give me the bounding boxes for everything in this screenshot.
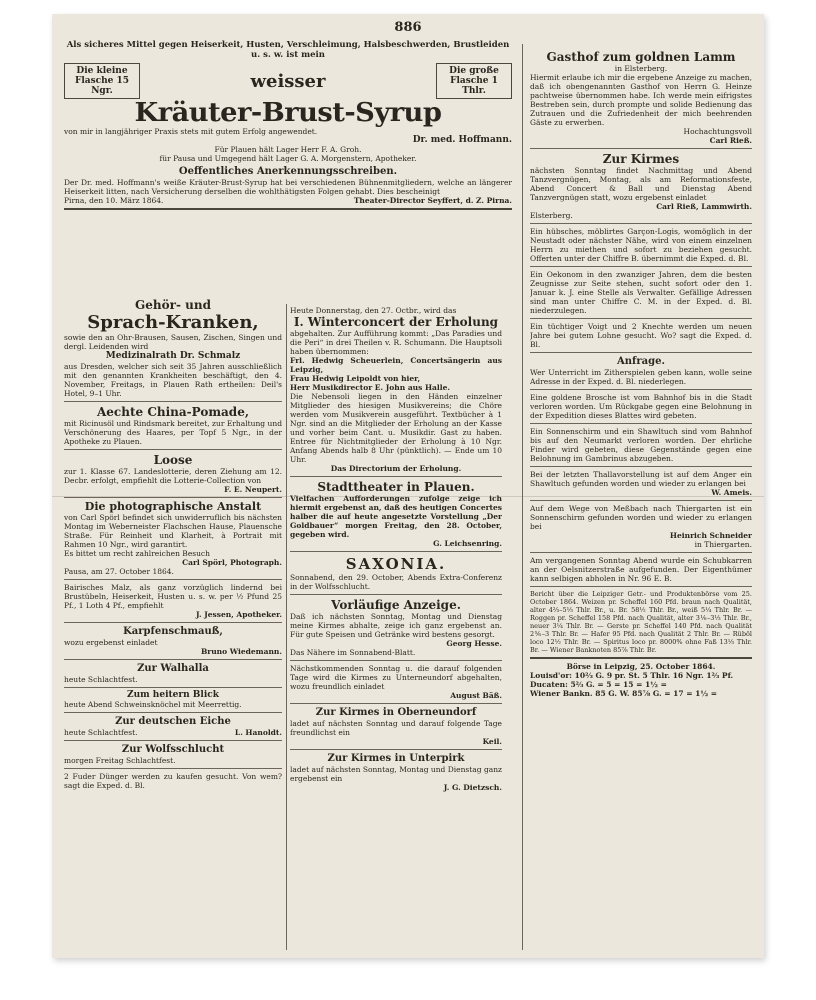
photo-date: Pausa, am 27. October 1864. (64, 567, 174, 576)
divider (530, 266, 752, 267)
concert-sign: Das Directorium der Erholung. (330, 464, 462, 473)
divider (64, 768, 282, 769)
carp-name: Bruno Wiedemann. (200, 647, 282, 656)
wolfsschlucht-body: morgen Freitag Schlachtfest. (64, 756, 176, 765)
thiergarten-place: in Thiergarten. (694, 540, 752, 549)
concert-soloist-2: Frau Hedwig Leipoldt von hier, (290, 374, 421, 383)
divider (530, 352, 752, 353)
concert-intro: Heute Donnerstag, den 27. Octbr., wird das (290, 306, 457, 315)
kirmes-place: Elsterberg. (530, 211, 573, 220)
hearing-body2: aus Dresden, welcher sich seit 35 Jahren ausschließlich mit den genannten Krankheiten beschäftigt, den 4. November, Freitags, in Plauen Rath ertheilen: Deil's Hotel, 9–1 Uhr. (64, 362, 282, 398)
theatre-body: Vielfachen Aufforderungen zufolge zeige ich hiermit ergebenst an, daß des heutigen Concertes halber die auf heute angesetzte Vorstellung „Der Goldbauer“ morgen Freitag, den 28. October, gegeben wird. (290, 494, 502, 539)
unterpirk-name: J. G. Dietzsch. (443, 783, 502, 792)
boerse-line-1: Louisd'or: 10⅔ G. 9 pr. St. 5 Thlr. 16 Ngr. 1⅔ Pf. (530, 671, 734, 680)
divider (530, 423, 752, 424)
blick-body: heute Abend Schweinsknöchel mit Meerrettig. (64, 700, 242, 709)
syrup-advertisement (64, 40, 512, 213)
kirmes-name: Carl Rieß, Lammwirth. (656, 202, 752, 211)
large-bottle-price: Die große Flasche 1 Thlr. (436, 63, 512, 99)
photo-name: Carl Spörl, Photograph. (182, 558, 282, 567)
divider (64, 659, 282, 660)
carp-body: wozu ergebenst einladet (64, 638, 158, 647)
preliminary-more: Das Nähere im Sonnabend-Blatt. (290, 648, 416, 657)
testimonial-body: Der Dr. med. Hoffmann's weiße Kräuter-Brust-Syrup hat bei verschiedenen Bühnenmitgliedern, welche an längerer Heiserkeit litten, nach Versicherung derselben die wohlthätigsten Folgen gehabt. Dies bescheinigt (64, 178, 512, 196)
pomade-body: mit Ricinusöl und Rindsmark bereitet, zur Erhaltung und Verschönerung des Haares, per Topf 5 Ngr., in der Apotheke zu Plauen. (64, 419, 282, 446)
unterneundorf-body: Nächstkommenden Sonntag u. die darauf folgenden Tage wird die Kirmes zu Unterneundorf abgehalten, wozu freundlich einladet (290, 664, 502, 691)
concert-soloist-1: Frl. Hedwig Scheuerlein, Concertsängerin aus Leipzig, (290, 356, 502, 374)
malt-name: J. Jessen, Apotheker. (196, 610, 282, 619)
lottery-heading: Loose (153, 453, 193, 467)
small-bottle-price: Die kleine Flasche 15 Ngr. (64, 63, 140, 99)
column-rule (522, 44, 523, 950)
hearing-heading: Gehör- und (135, 298, 211, 312)
column-left (64, 298, 282, 948)
divider (530, 466, 752, 467)
divider (64, 401, 282, 402)
divider (64, 740, 282, 741)
carp-heading: Karpfenschmauß, (123, 626, 223, 637)
column-rule (286, 304, 287, 950)
syrup-depot-plauen: Für Plauen hält Lager Herr F. A. Groh. (214, 145, 362, 154)
oberneundorf-name: Keil. (482, 737, 502, 746)
oekonom-body: Ein Oekonom in den zwanziger Jahren, dem die besten Zeugnisse zur Seite stehen, sucht sofort oder den 1. Januar k. J. eine Stelle als Verwalter. Gefällige Adressen sind man unter Chiffre C. M. in der Exped. d. Bl. niederzulegen. (530, 270, 752, 315)
photo-body: von Carl Spörl befindet sich unwiderruflich bis nächsten Montag im Weberneister Flachschen Hause, Plauensche Straße. Für Reinheit und Klarheit, à Portrait mit Rahmen 10 Ngr., wird garantirt. (64, 513, 282, 549)
hearing-doctor: Medizinalrath Dr. Schmalz (105, 351, 241, 361)
testimonial-place-date: Pirna, den 10. März 1864. (64, 196, 164, 205)
syrup-tagline: von mir in langjähriger Praxis stets mit gutem Erfolg angewendet. (64, 127, 318, 136)
saxonia-body: Sonnabend, den 29. October, Abends Extra-Conferenz in der Wolfsschlucht. (290, 573, 502, 591)
syrup-intro: Als sicheres Mittel gegen Heiserkeit, Husten, Verschleimung, Halsbeschwerden, Brustleiden u. s. w. ist mein (66, 40, 510, 60)
lottery-body: zur 1. Klasse 67. Landeslotterie, deren Ziehung am 12. Decbr. erfolgt, empfiehlt die Lotterie-Collection von (64, 467, 282, 485)
pomade-heading: Aechte China-Pomade, (96, 405, 250, 419)
divider (530, 223, 752, 224)
divider (64, 622, 282, 623)
divider (530, 500, 752, 501)
divider (64, 208, 512, 210)
manure-body: 2 Fuder Dünger werden zu kaufen gesucht. Von wem? sagt die Exped. d. Bl. (64, 772, 282, 790)
divider (290, 476, 502, 477)
photo-ask: Es bittet um recht zahlreichen Besuch (64, 549, 210, 558)
hearing-heading-big: Sprach-Kranken, (87, 312, 259, 333)
lamm-sub: in Elsterberg. (614, 64, 668, 73)
eiche-heading: Zur deutschen Eiche (115, 716, 231, 727)
concert-body: abgehalten. Zur Aufführung kommt: „Das Paradies und die Peri“ in drei Theilen v. R. Schumann. Die Hauptsoli haben übernommen: (290, 329, 502, 356)
divider (530, 552, 752, 553)
eiche-row (64, 728, 282, 737)
brosche-body: Eine goldene Brosche ist vom Bahnhof bis in die Stadt verloren worden. Um Rückgabe gegen eine Belohnung in der Expedition dieses Blattes wird gebeten. (530, 393, 752, 420)
boerse-heading: Börse in Leipzig, 25. October 1864. (566, 662, 716, 671)
thiergarten-name: Heinrich Schneider (669, 531, 752, 540)
divider (290, 703, 502, 704)
blick-heading: Zum heitern Blick (127, 690, 219, 700)
concert-soloist-3: Herr Musikdirector E. John aus Halle. (290, 383, 450, 392)
divider (290, 594, 502, 595)
boerse-line-3: Wiener Bankn. 85 G. W. 85⅞ G. = 17 = 1½ = (530, 689, 718, 698)
divider (530, 389, 752, 390)
lamm-sig1: Hochachtungsvoll (683, 127, 752, 136)
walhalla-body: heute Schlachtfest. (64, 675, 138, 684)
concert-body2: Die Nebensoli liegen in den Händen einzelner Mitglieder des hiesigen Musikvereins; die Chöre werden vom Musikverein ausgeführt. Textbücher à 1 Ngr. sind an die Mitglieder der Erholung an der Kasse und vorher beim Cant. u. Musikdir. Gast zu haben. Entree für Nichtmitglieder der Erholung à 10 Ngr. Anfang Abends halb 8 Uhr (pünktlich). — Ende um 10 Uhr. (290, 392, 502, 464)
syrup-title-row (64, 63, 512, 99)
column-right (530, 50, 752, 950)
eiche-name: L. Hanoldt. (234, 728, 282, 737)
divider (290, 749, 502, 750)
theatre-heading: Stadttheater in Plauen. (317, 480, 475, 494)
divider (530, 586, 752, 587)
shawltuch-body: Bei der letzten Thallavorstellung ist auf dem Anger ein Shawltuch gefunden worden und wieder zu erlangen bei (530, 470, 752, 488)
syrup-title: Kräuter-Brust-Syrup (134, 98, 442, 128)
lamm-body: Hiermit erlaube ich mir die ergebene Anzeige zu machen, daß ich obengenannten Gasthof von Herrn G. Heinze pachtweise übernommen habe. Ich werde mein eifrigstes Bestreben sein, durch prompte und solide Bedienung das Zutrauen und die Zufriedenheit der mich beehrenden Gäste zu erwerben. (530, 73, 752, 127)
divider (290, 551, 502, 552)
lamm-sig2: Carl Rieß. (709, 136, 752, 145)
kirmes-heading: Zur Kirmes (602, 152, 680, 166)
testimonial-signer: Theater-Director Seyffert, d. Z. Pirna. (353, 196, 512, 205)
saxonia-heading: SAXONIA. (345, 555, 447, 573)
shawltuch-name: W. Ameis. (711, 488, 752, 497)
kirmes-body: nächsten Sonntag findet Nachmittag und Abend Tanzvergnügen, Montag, als am Reformationsfeste, Abend Concert & Ball und Dienstag Abend Tanzvergnügen statt, wozu ergebenst einladet (530, 166, 752, 202)
wolfsschlucht-heading: Zur Wolfsschlucht (121, 744, 225, 755)
photo-heading: Die photographische Anstalt (84, 500, 262, 513)
divider (530, 318, 752, 319)
hearing-body: sowie den an Ohr-Brausen, Sausen, Zischen, Singen und dergl. Leidenden wird (64, 333, 282, 351)
boerse-report: Bericht über die Leipziger Getr.- und Produktenbörse vom 25. October 1864. Weizen pr. Scheffel 160 Pfd. braun nach Qualität, alter 4⅔–5⅓ Thlr. Br., u. Br. 58½ Thlr. Br., weiß 5¼ Thlr. Br. — Roggen pr. Scheffel 158 Pfd. nach Qualität, alter 3⅙–3⅓ Thlr. Br., neuer 3¼ Thlr. Br. — Gerste pr. Scheffel 140 Pfd. nach Qualität 2⅚–3 Thlr. Br. — Hafer 95 Pfd. nach Qualität 2 Thlr. Br. — Rüböl loco 12½ Thlr. Br. — Spiritus loco pr. 8000% ohne Faß 13⅓ Thlr. Br. — Wiener Banknoten 85⅞ Thlr. Br. (530, 590, 752, 654)
lamm-heading: Gasthof zum goldnen Lamm (546, 50, 736, 64)
preliminary-body: Daß ich nächsten Sonntag, Montag und Dienstag meine Kirmes abhalte, zeige ich ganz ergebenst an. Für gute Speisen und Getränke wird bestens gesorgt. (290, 612, 502, 639)
syrup-title-small: weisser (250, 70, 326, 92)
theatre-sign: G. Leichsenring. (433, 539, 502, 548)
sonnenschirm-body: Ein Sonnenschirm und ein Shawltuch sind vom Bahnhof bis auf den Neumarkt verloren worden. Der ehrliche Finder wird gebeten, diese Gegenstände gegen eine Belohnung im Gambrinus abzugeben. (530, 427, 752, 463)
divider (530, 657, 752, 659)
boerse-line-2: Ducaten: 5⅔ G. = 5 = 15 = 1½ = (530, 680, 667, 689)
schubkarren-body: Am vergangenen Sonntag Abend wurde ein Schubkarren an der Oelsnitzerstraße aufgefunden. Der Eigenthümer kann selbigen abholen in Nr. 96 E. B. (530, 556, 752, 583)
unterpirk-heading: Zur Kirmes in Unterpirk (327, 753, 465, 764)
unterneundorf-name: August Bäß. (450, 691, 502, 700)
syrup-doctor: Dr. med. Hoffmann. (412, 135, 512, 145)
newspaper-page (52, 14, 764, 958)
eiche-body: heute Schlachtfest. (64, 728, 138, 737)
testimonial-footer (64, 196, 512, 205)
anfrage-heading: Anfrage. (617, 356, 665, 367)
page-number: 886 (394, 20, 422, 35)
thiergarten-body: Auf dem Wege von Meßbach nach Thiergarten ist ein Sonnenschirm gefunden worden und wieder zu erlangen bei (530, 504, 752, 531)
column-middle (290, 306, 502, 946)
oberneundorf-heading: Zur Kirmes in Oberneundorf (315, 707, 477, 718)
voigt-body: Ein tüchtiger Voigt und 2 Knechte werden um neuen Jahre bei gutem Lohne gesucht. Wo? sagt die Exped. d. Bl. (530, 322, 752, 349)
preliminary-name: Georg Hesse. (446, 639, 502, 648)
divider (64, 687, 282, 688)
anfrage-body: Wer Unterricht im Zitherspielen geben kann, wolle seine Adresse in der Exped. d. Bl. niederlegen. (530, 368, 752, 386)
unterpirk-body: ladet auf nächsten Sonntag, Montag und Dienstag ganz ergebenst ein (290, 765, 502, 783)
syrup-depot-pausa: für Pausa und Umgegend hält Lager G. A. Morgenstern, Apotheker. (159, 154, 417, 163)
oberneundorf-body: ladet auf nächsten Sonntag und darauf folgende Tage freundlichst ein (290, 719, 502, 737)
divider (64, 497, 282, 498)
divider (64, 712, 282, 713)
walhalla-heading: Zur Walhalla (137, 663, 209, 674)
divider (290, 660, 502, 661)
concert-heading: I. Winterconcert der Erholung (293, 315, 499, 329)
preliminary-heading: Vorläufige Anzeige. (331, 598, 461, 612)
lottery-name: F. E. Neupert. (224, 485, 282, 494)
divider (64, 449, 282, 450)
divider (64, 579, 282, 580)
malt-body: Bairisches Malz, als ganz vorzüglich lindernd bei Brustübeln, Heiserkeit, Husten u. s. w. per ½ Pfund 25 Pf., 1 Loth 4 Pf., empfiehlt (64, 583, 282, 610)
logis-body: Ein hübsches, möblirtes Garçon-Logis, womöglich in der Neustadt oder nächster Nähe, wird von einem einzelnen Herrn zu miethen und sofort zu beziehen gesucht. Offerten unter der Chiffre B. übernimmt die Exped. d. Bl. (530, 227, 752, 263)
testimonial-heading: Oeffentliches Anerkennungsschreiben. (178, 166, 398, 177)
divider (530, 148, 752, 149)
